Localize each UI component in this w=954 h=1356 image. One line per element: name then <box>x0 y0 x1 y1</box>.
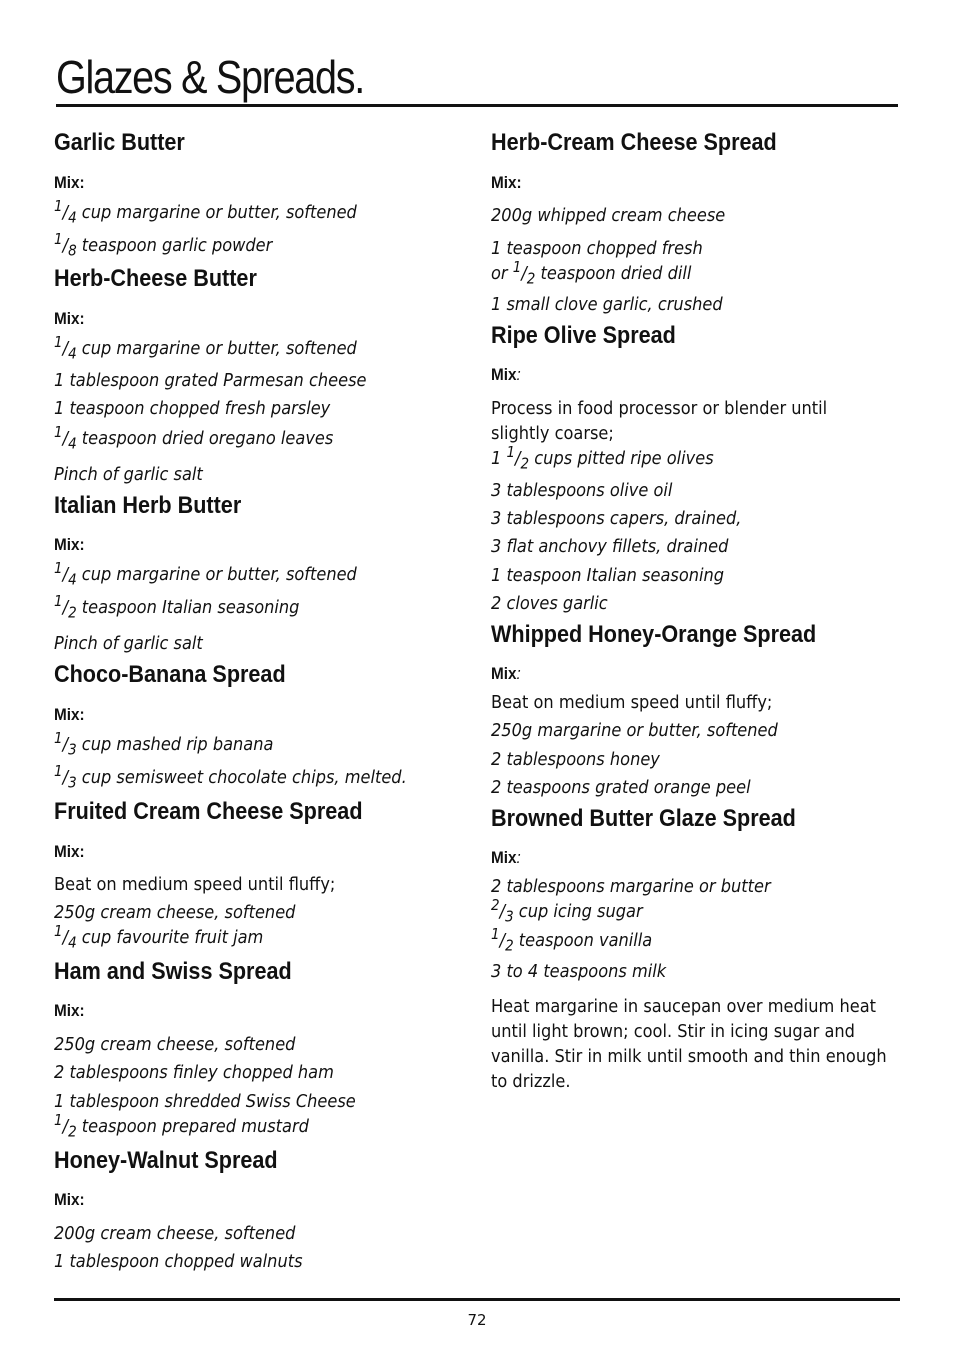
ingredient-text: Beat on medium speed until fluffy; <box>491 692 773 713</box>
ingredient-line <box>54 1062 334 1084</box>
mix-label <box>54 705 85 725</box>
ingredient-line <box>491 443 714 473</box>
fraction-slash: / <box>62 338 69 359</box>
ingredient-text: Process in food processor or blender until <box>491 398 828 419</box>
fraction-numerator: 1 <box>54 559 63 577</box>
mix-label-colon: : <box>516 664 521 683</box>
recipe-title: Ham and Swiss Spread <box>54 958 292 985</box>
title-divider <box>56 104 898 107</box>
ingredient-line <box>491 961 666 983</box>
ingredient-text: teaspoon vanilla <box>513 930 653 951</box>
ingredient-text: 2 teaspoons grated orange peel <box>491 777 751 798</box>
ingredient-line <box>491 593 608 615</box>
ingredient-line <box>54 559 357 589</box>
mix-label <box>54 173 85 193</box>
fraction-slash: / <box>515 448 521 469</box>
ingredient-line <box>54 1111 309 1141</box>
mix-label-text: Mix <box>54 842 80 861</box>
ingredient-line <box>54 902 295 924</box>
fraction-numerator: 1 <box>491 925 500 943</box>
ingredient-line <box>54 197 357 227</box>
ingredient-line <box>54 729 274 759</box>
ingredient-text: 250g margarine or butter, softened <box>491 720 778 741</box>
fraction-denominator: 8 <box>68 241 77 260</box>
ingredient-text: teaspoon prepared mustard <box>76 1116 309 1137</box>
mix-label-text: Mix <box>54 535 80 554</box>
ingredient-text: 1 teaspoon chopped fresh <box>491 238 703 259</box>
fraction-numerator: 1 <box>54 762 63 780</box>
fraction-denominator: 4 <box>68 344 77 363</box>
ingredient-text: 1 tablespoon chopped walnuts <box>54 1251 303 1272</box>
mix-label-text: Mix <box>54 1190 80 1209</box>
fraction-denominator: 2 <box>68 1122 77 1141</box>
page-title: Glazes & Spreads. <box>56 51 364 103</box>
ingredient-line <box>54 1091 356 1113</box>
ingredient-line <box>491 294 723 316</box>
ingredient-line <box>54 762 407 792</box>
ingredient-line <box>491 205 725 227</box>
mix-label-text: Mix <box>54 309 80 328</box>
mix-label-colon: : <box>79 1001 85 1020</box>
ingredient-text: cup margarine or butter, softened <box>76 338 357 359</box>
mix-label-colon: : <box>79 173 85 192</box>
fraction-denominator: 2 <box>520 454 530 473</box>
fraction-numerator: 1 <box>54 922 63 940</box>
mix-label-colon: : <box>516 173 522 192</box>
ingredient-text: Pinch of garlic salt <box>54 633 203 654</box>
ingredient-text: 200g whipped cream cheese <box>491 205 726 226</box>
fraction-denominator: 2 <box>526 269 536 288</box>
fraction-slash: / <box>62 235 69 256</box>
page-number: 72 <box>467 1311 487 1329</box>
mix-label <box>491 664 521 684</box>
fraction-denominator: 3 <box>505 907 514 926</box>
ingredient-line <box>54 1034 295 1056</box>
fraction-denominator: 2 <box>68 603 77 622</box>
ingredient-text: cups pitted ripe olives <box>529 448 714 469</box>
ingredient-text: cup mashed rip banana <box>76 734 274 755</box>
mix-label-text: Mix <box>491 848 517 867</box>
ingredient-text: slightly coarse; <box>491 423 614 444</box>
mix-label <box>491 365 521 385</box>
fraction-slash: / <box>62 1116 69 1137</box>
fraction-slash: / <box>62 597 69 618</box>
recipe-title: Choco-Banana Spread <box>54 661 286 688</box>
recipe-title: Herb-Cream Cheese Spread <box>491 129 777 156</box>
ingredient-text: 250g cream cheese, softened <box>54 1034 296 1055</box>
recipe-title: Whipped Honey-Orange Spread <box>491 621 817 648</box>
fraction-numerator: 1 <box>54 197 63 215</box>
mix-label-text: Mix <box>54 705 80 724</box>
recipe-title: Ripe Olive Spread <box>491 322 676 349</box>
ingredient-text: 3 flat anchovy fillets, drained <box>491 536 729 557</box>
mix-label-colon: : <box>516 848 521 867</box>
ingredient-line <box>54 922 264 952</box>
fraction-numerator: 1 <box>54 729 63 747</box>
ingredient-text: 3 tablespoons olive oil <box>491 480 673 501</box>
fraction-numerator: 1 <box>54 592 63 610</box>
fraction-slash: / <box>62 927 69 948</box>
ingredient-line <box>54 423 334 453</box>
ingredient-line <box>491 896 643 926</box>
ingredient-line <box>54 1223 295 1245</box>
fraction-numerator: 2 <box>491 896 500 914</box>
mix-label-colon: : <box>79 705 85 724</box>
mix-label-colon: : <box>79 842 85 861</box>
ingredient-text: 1 tablespoon grated Parmesan cheese <box>54 370 367 391</box>
ingredient-text: cup favourite fruit jam <box>76 927 264 948</box>
ingredient-text: Pinch of garlic salt <box>54 464 203 485</box>
ingredient-text: 3 to 4 teaspoons milk <box>491 961 667 982</box>
ingredient-line <box>491 876 771 898</box>
fraction-slash: / <box>499 901 506 922</box>
fraction-denominator: 2 <box>505 936 514 955</box>
recipe-title: Garlic Butter <box>54 129 185 156</box>
mix-label-text: Mix <box>54 173 80 192</box>
ingredient-text: Beat on medium speed until fluffy; <box>54 874 336 895</box>
ingredient-line <box>491 423 614 445</box>
fraction-denominator: 3 <box>68 773 77 792</box>
ingredient-text: 1 teaspoon Italian seasoning <box>491 565 725 586</box>
fraction-numerator: 1 <box>512 258 522 276</box>
mix-label <box>54 309 85 329</box>
fraction-numerator: 1 <box>506 443 516 461</box>
fraction-numerator: 1 <box>54 423 63 441</box>
ingredient-line <box>54 370 366 392</box>
recipe-title: Italian Herb Butter <box>54 492 242 519</box>
fraction-denominator: 4 <box>68 434 77 453</box>
ingredient-text: 3 tablespoons capers, drained, <box>491 508 742 529</box>
ingredient-line <box>491 565 724 587</box>
ingredient-text: 250g cream cheese, softened <box>54 902 296 923</box>
mix-label <box>54 535 85 555</box>
ingredient-line <box>491 749 660 771</box>
ingredient-text: teaspoon Italian seasoning <box>76 597 300 618</box>
ingredient-text: teaspoon dried oregano leaves <box>76 428 334 449</box>
fraction-numerator: 1 <box>54 333 63 351</box>
ingredient-prefix: 1 <box>491 448 507 469</box>
recipe-title: Browned Butter Glaze Spread <box>491 805 796 832</box>
ingredient-line <box>491 536 728 558</box>
ingredient-text: 1 tablespoon shredded Swiss Cheese <box>54 1091 356 1112</box>
fraction-slash: / <box>62 734 69 755</box>
fraction-denominator: 4 <box>68 570 77 589</box>
ingredient-text: teaspoon dried dill <box>535 263 692 284</box>
fraction-numerator: 1 <box>54 1111 63 1129</box>
mix-label-text: Mix <box>54 1001 80 1020</box>
ingredient-line <box>491 777 751 799</box>
recipe-title: Honey-Walnut Spread <box>54 1147 278 1174</box>
ingredient-text: 2 tablespoons margarine or butter <box>491 876 771 897</box>
ingredient-line <box>54 592 300 622</box>
ingredient-line <box>491 925 653 955</box>
ingredient-text: cup icing sugar <box>513 901 643 922</box>
mix-label-text: Mix <box>491 365 517 384</box>
ingredient-text: cup margarine or butter, softened <box>76 202 357 223</box>
fraction-denominator: 3 <box>68 740 77 759</box>
mix-label <box>54 842 85 862</box>
fraction-slash: / <box>62 564 69 585</box>
ingredient-line <box>491 720 778 742</box>
mix-label <box>54 1001 85 1021</box>
ingredient-text: cup margarine or butter, softened <box>76 564 357 585</box>
ingredient-line <box>54 398 330 420</box>
ingredient-line <box>491 258 692 288</box>
mix-label-colon: : <box>79 535 85 554</box>
fraction-slash: / <box>62 428 69 449</box>
mix-label-text: Mix <box>491 173 517 192</box>
fraction-denominator: 4 <box>68 208 77 227</box>
fraction-slash: / <box>521 263 527 284</box>
mix-label-colon: : <box>79 1190 85 1209</box>
ingredient-text: cup semisweet chocolate chips, melted. <box>76 767 407 788</box>
mix-label <box>54 1190 85 1210</box>
ingredient-text: 2 cloves garlic <box>491 593 608 614</box>
ingredient-text: 200g cream cheese, softened <box>54 1223 296 1244</box>
ingredient-line <box>54 1251 303 1273</box>
ingredient-text: 2 tablespoons honey <box>491 749 660 770</box>
ingredient-line <box>491 508 741 530</box>
ingredient-text: 1 teaspoon chopped fresh parsley <box>54 398 331 419</box>
ingredient-text: 1 small clove garlic, crushed <box>491 294 723 315</box>
recipe-title: Fruited Cream Cheese Spread <box>54 798 363 825</box>
ingredient-prefix: or <box>491 263 513 284</box>
fraction-slash: / <box>499 930 506 951</box>
mix-label <box>491 848 521 868</box>
ingredient-text: 2 tablespoons finley chopped ham <box>54 1062 334 1083</box>
ingredient-line <box>491 398 827 420</box>
ingredient-line <box>54 464 203 486</box>
ingredient-line <box>54 633 203 655</box>
fraction-slash: / <box>62 202 69 223</box>
method-paragraph: Heat margarine in saucepan over medium heat until light brown; cool. Stir in icing sugar and vanilla. Stir in milk until smooth and thin enough to drizzle. <box>491 996 887 1092</box>
ingredient-line <box>491 480 672 502</box>
fraction-numerator: 1 <box>54 230 63 248</box>
mix-label <box>491 173 522 193</box>
ingredient-line <box>491 238 703 260</box>
mix-label-text: Mix <box>491 664 517 683</box>
ingredient-line <box>54 874 335 896</box>
recipe-title: Herb-Cheese Butter <box>54 265 257 292</box>
ingredient-text: teaspoon garlic powder <box>76 235 273 256</box>
fraction-slash: / <box>62 767 69 788</box>
ingredient-line <box>54 230 273 260</box>
ingredient-line <box>491 692 772 714</box>
fraction-denominator: 4 <box>68 933 77 952</box>
mix-label-colon: : <box>516 365 521 384</box>
footer-divider <box>54 1298 900 1301</box>
mix-label-colon: : <box>79 309 85 328</box>
ingredient-line <box>54 333 357 363</box>
